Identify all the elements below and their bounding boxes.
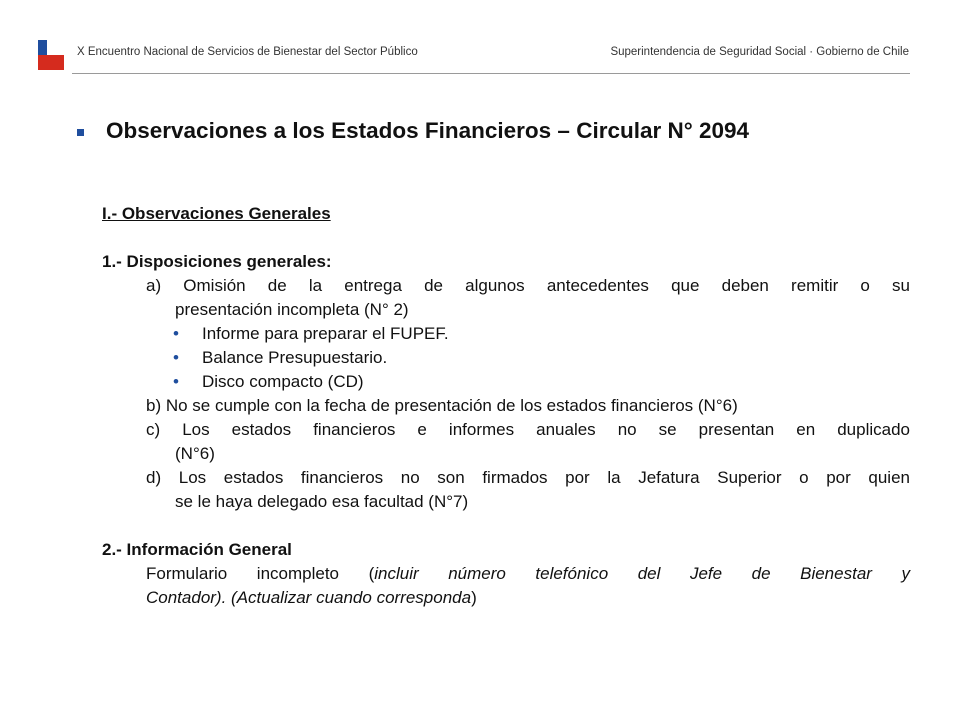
slide-title-row: [77, 118, 749, 144]
header-event-name: X Encuentro Nacional de Servicios de Bienestar del Sector Público: [77, 46, 418, 58]
item-c-line2: (N°6): [175, 444, 215, 463]
item-d-line1: d) Los estados financieros no son firmados por la Jefatura Superior o por quien: [146, 468, 910, 487]
item2-line2: [146, 586, 910, 610]
list-item: [102, 346, 910, 370]
slide-title: Observaciones a los Estados Financieros – Circular N° 2094: [106, 118, 750, 143]
slide-body: [102, 202, 910, 610]
header-organization: Superintendencia de Seguridad Social · Gobierno de Chile: [610, 46, 909, 58]
item2-heading: 2.- Información General: [102, 540, 292, 559]
bullet-dot-icon: •: [173, 348, 179, 367]
item-a-line1: a) Omisión de la entrega de algunos antecedentes que deben remitir o su: [146, 276, 910, 295]
list-item: [102, 322, 910, 346]
header-divider: [72, 73, 910, 74]
bullet-text: Disco compacto (CD): [202, 372, 364, 391]
list-item: [102, 370, 910, 394]
item-b-line1: b) No se cumple con la fecha de presentación de los estados financieros (N°6): [146, 396, 738, 415]
item-c-line1: c) Los estados financieros e informes anuales no se presentan en duplicado: [146, 420, 910, 439]
chile-flag-logo: [38, 40, 64, 70]
item2-line2-suffix: ): [471, 588, 477, 607]
item2-line1: [146, 562, 910, 586]
flag-blue-canton: [38, 40, 47, 55]
item-a-line2: presentación incompleta (N° 2): [175, 300, 409, 319]
bullet-text: Balance Presupuestario.: [202, 348, 388, 367]
bullet-dot-icon: •: [173, 324, 179, 343]
flag-red-band: [38, 55, 64, 70]
bullet-dot-icon: •: [173, 372, 179, 391]
item2-line1-italic: incluir número telefónico del Jefe de Bienestar y: [374, 564, 910, 583]
item2-line1-prefix: Formulario incompleto (: [146, 564, 375, 583]
item2-line2-italic: Contador). (Actualizar cuando corresponda: [146, 588, 472, 607]
item1-heading: 1.- Disposiciones generales:: [102, 252, 332, 271]
square-bullet-icon: [77, 129, 84, 136]
flag-white-band: [47, 40, 64, 55]
bullet-text: Informe para preparar el FUPEF.: [202, 324, 449, 343]
section-heading: I.- Observaciones Generales: [102, 204, 331, 223]
item-d-line2: se le haya delegado esa facultad (N°7): [175, 492, 469, 511]
